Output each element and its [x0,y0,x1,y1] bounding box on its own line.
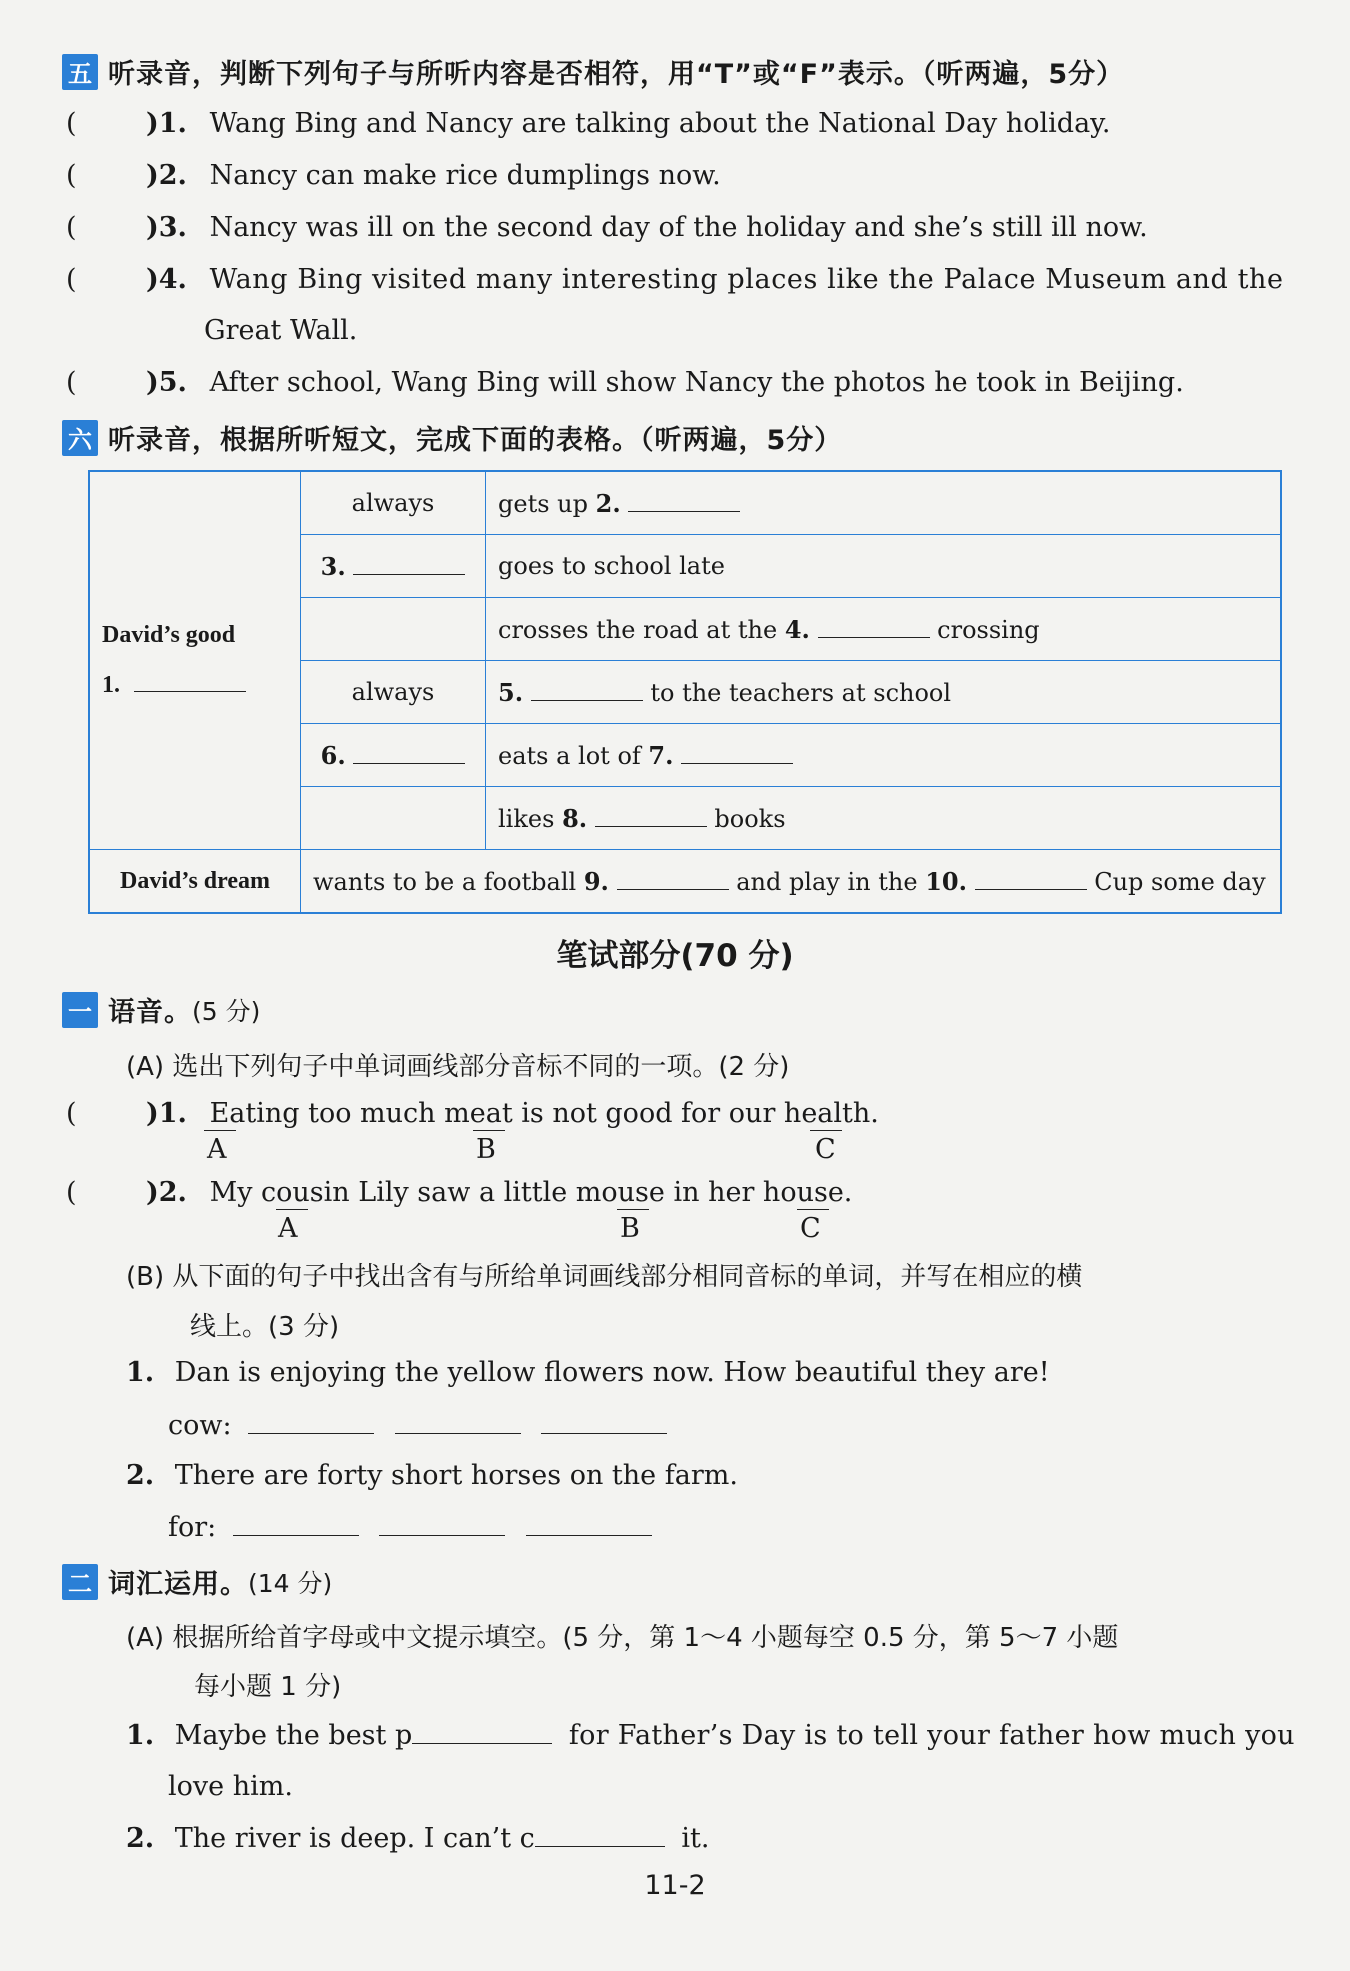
question-text: Nancy was ill on the second day of the holiday and she’s still ill now. [209,212,1148,243]
answer-blank[interactable] [248,1411,374,1434]
section-title: 词汇运用。 [108,1569,248,1600]
answer-blank[interactable] [535,1824,665,1847]
option-label: B [476,1134,496,1165]
cell: always [301,471,486,535]
answer-blank[interactable] [526,1513,652,1536]
cell-text: Cup some day [1094,867,1266,896]
blank-number: 4. [784,614,810,644]
question-number: )1. [146,1098,187,1129]
question-text: Nancy can make rice dumplings now. [209,160,721,191]
section-title: 听录音，判断下列句子与所听内容是否相符，用“T”或“F”表示。（听两遍，5分） [108,59,1125,90]
answer-paren[interactable]: ( [66,264,77,295]
section-title: 语音。 [108,997,192,1028]
question-number: 2. [126,1823,155,1854]
question-text: The river is deep. I can’t c [174,1823,535,1854]
answer-blank[interactable] [233,1513,359,1536]
subsection-title-cont: 线上。(3 分) [190,1312,340,1342]
underline-mark [473,1130,505,1131]
question-number: )3. [146,212,187,243]
section-6-header [62,418,842,457]
cell-text: wants to be a football [313,867,577,896]
answer-blank[interactable] [134,669,246,692]
question-text: Eating too much meat is not good for our health. [209,1098,879,1129]
question-text: Wang Bing visited many interesting places like the Palace Museum and the [209,264,1284,295]
option-label: A [278,1213,298,1244]
question-line [146,160,721,191]
given-word: for: [168,1512,217,1543]
table-row [89,850,1281,914]
subsection-title: (A) 根据所给首字母或中文提示填空。(5 分，第 1～4 小题每空 0.5 分，第 5～7 小题 [126,1623,1119,1653]
blank-number: 3. [320,551,346,581]
answer-paren[interactable]: ( [66,108,77,139]
blank-number: 9. [583,866,609,896]
cell [301,724,486,787]
question-text: After school, Wang Bing will show Nancy the photos he took in Beijing. [209,367,1184,398]
cell [301,787,486,850]
question-text: Dan is enjoying the yellow flowers now. How beautiful they are! [174,1357,1050,1388]
section-badge: 二 [62,1564,98,1600]
question-number: 1. [126,1357,155,1388]
cell-text: crossing [937,615,1040,644]
answer-blank[interactable] [395,1411,521,1434]
cell [486,598,1282,661]
answer-blank[interactable] [541,1411,667,1434]
table-row [89,471,1281,535]
question-line [126,1357,1050,1388]
answer-blank[interactable] [353,552,465,575]
answer-blank[interactable] [595,804,707,827]
question-number: )2. [146,1177,187,1208]
cell-label: David’s good [102,622,236,648]
given-word: cow: [168,1410,232,1441]
answer-blank[interactable] [617,867,729,890]
option-label: C [800,1213,821,1244]
answer-blank[interactable] [412,1721,552,1744]
answer-paren[interactable]: ( [66,367,77,398]
cell: goes to school late [486,535,1282,598]
question-line [146,264,1284,295]
blank-number: 10. [925,866,967,896]
underline-mark [617,1209,649,1210]
question-line [146,212,1148,243]
question-line [126,1720,1295,1751]
answer-line [168,1410,667,1441]
part-2-header [62,1562,332,1601]
option-label: C [815,1134,836,1165]
answer-blank[interactable] [379,1513,505,1536]
question-number: )4. [146,264,187,295]
question-text: Maybe the best p [174,1720,413,1751]
question-text: it. [681,1823,710,1854]
section-title: 听录音，根据所听短文，完成下面的表格。（听两遍，5分） [108,425,843,456]
question-line [146,1177,852,1208]
blank-number: 6. [320,740,346,770]
section-5-header [62,52,1124,91]
cell-text: crosses the road at the [498,615,778,644]
section-score: (5 分) [192,996,261,1026]
page-number: 11-2 [644,1870,706,1901]
answer-blank[interactable] [628,489,740,512]
cell-text: books [714,804,786,833]
answer-paren[interactable]: ( [66,1177,77,1208]
cell-text: eats a lot of [498,741,641,770]
section-badge: 一 [62,992,98,1028]
answer-paren[interactable]: ( [66,212,77,243]
question-number: )1. [146,108,187,139]
subsection-title-cont: 每小题 1 分) [194,1672,342,1702]
blank-number: 7. [648,740,674,770]
question-line [146,108,1110,139]
written-part-heading: 笔试部分(70 分) [556,938,794,974]
question-text-cont: Great Wall. [204,315,358,346]
subsection-title: (B) 从下面的句子中找出含有与所给单词画线部分相同音标的单词，并写在相应的横 [126,1262,1083,1292]
answer-blank[interactable] [681,741,793,764]
subsection-title: (A) 选出下列句子中单词画线部分音标不同的一项。(2 分) [126,1052,790,1082]
option-label: B [620,1213,640,1244]
answer-blank[interactable] [353,741,465,764]
cell [301,598,486,661]
answer-blank[interactable] [531,678,643,701]
section-badge: 六 [62,420,98,456]
question-text-cont: love him. [168,1771,293,1802]
question-text: My cousin Lily saw a little mouse in her house. [209,1177,853,1208]
question-text: There are forty short horses on the farm. [174,1460,738,1491]
answer-paren[interactable]: ( [66,1098,77,1129]
underline-mark [797,1209,829,1210]
answer-paren[interactable]: ( [66,160,77,191]
cell-text: gets up [498,489,588,518]
question-number: 2. [126,1460,155,1491]
question-text: for Father’s Day is to tell your father how much you [568,1720,1295,1751]
cell-text: and play in the [736,867,918,896]
cell [301,535,486,598]
answer-blank[interactable] [975,867,1087,890]
underline-mark [204,1130,236,1131]
cell-text: likes [498,804,555,833]
listening-table [88,470,1282,914]
question-line [126,1460,738,1491]
question-number: 1. [126,1720,155,1751]
answer-blank[interactable] [818,615,930,638]
part-1-header [62,990,260,1029]
left-label-cell [89,471,301,850]
question-number: )5. [146,367,187,398]
blank-number: 1. [102,672,120,698]
cell: always [301,661,486,724]
dream-label-cell: David’s dream [89,850,301,914]
question-number: )2. [146,160,187,191]
question-line [146,1098,879,1129]
answer-line [168,1512,652,1543]
question-text: Wang Bing and Nancy are talking about the National Day holiday. [209,108,1111,139]
underline-mark [810,1130,842,1131]
cell-text: to the teachers at school [650,678,952,707]
question-line [146,367,1184,398]
blank-number: 2. [595,488,621,518]
underline-mark [276,1209,308,1210]
cell [486,661,1282,724]
option-label: A [207,1134,227,1165]
section-score: (14 分) [248,1568,333,1598]
blank-number: 8. [562,803,588,833]
question-line [126,1823,709,1854]
cell [486,471,1282,535]
cell [486,787,1282,850]
section-badge: 五 [62,54,98,90]
cell [486,724,1282,787]
blank-number: 5. [498,677,524,707]
dream-cell [301,850,1282,914]
